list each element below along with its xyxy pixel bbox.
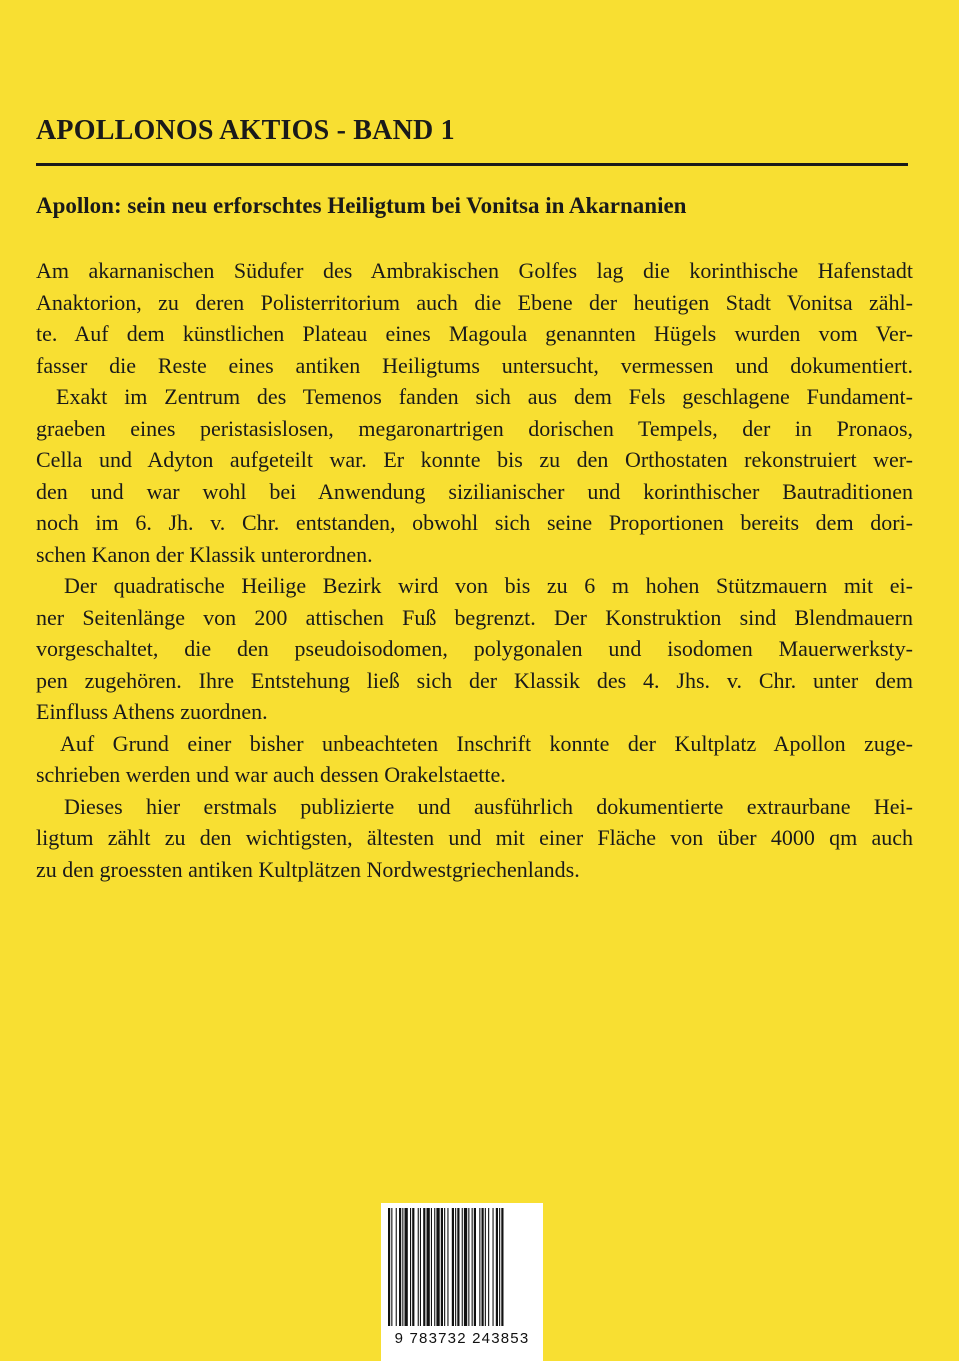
barcode-bar <box>399 1208 401 1326</box>
barcode-bar <box>420 1208 421 1326</box>
barcode-bar <box>412 1208 414 1326</box>
book-subtitle: Apollon: sein neu erforschtes Heiligtum bei Vonitsa in Akarnanien <box>36 193 687 218</box>
blurb-line: schen Kanon der Klassik unterordnen. <box>36 541 373 567</box>
barcode-bar <box>396 1208 397 1326</box>
barcode-bar <box>441 1208 443 1326</box>
barcode-bar <box>452 1208 454 1326</box>
barcode-bar <box>388 1208 390 1326</box>
blurb-text <box>36 255 913 885</box>
barcode-bar <box>427 1208 430 1326</box>
barcode-bar <box>444 1208 445 1326</box>
blurb-line: Cella und Adyton aufgeteilt war. Er konnte bis zu den Orthostaten rekonstruiert wer- <box>36 447 913 472</box>
barcode-bar <box>485 1208 486 1326</box>
blurb-line: Der quadratische Heilige Bezirk wird von bis zu 6 m hohen Stützmauern mit ei- <box>64 573 913 598</box>
barcode-bar <box>431 1208 432 1326</box>
barcode-bar <box>496 1208 498 1326</box>
barcode-bars-icon <box>388 1208 536 1326</box>
blurb-line: Exakt im Zentrum des Temenos fanden sich aus dem Fels geschlagene Fundament- <box>56 384 913 409</box>
barcode-bar <box>391 1208 392 1326</box>
blurb-line: den und war wohl bei Anwendung sizilianischer und korinthischer Bautraditionen <box>36 478 913 504</box>
blurb-line: zu den groessten antiken Kultplätzen Nordwestgriechenlands. <box>36 856 580 882</box>
blurb-line: Dieses hier erstmals publizierte und ausführlich dokumentierte extraurbane Hei- <box>64 793 913 819</box>
barcode-bar <box>499 1208 500 1326</box>
barcode-bar <box>457 1208 459 1326</box>
barcode-bar <box>447 1208 448 1326</box>
blurb-line: graeben eines peristasislosen, megaronartrigen dorischen Tempels, der in Pronaos, <box>36 415 913 441</box>
barcode-bar <box>493 1208 494 1326</box>
barcode-bar <box>423 1208 425 1326</box>
barcode-bar <box>479 1208 480 1326</box>
blurb-line: Anaktorion, zu deren Polisterritorium auch die Ebene der heutigen Stadt Vonitsa zähl- <box>36 289 913 315</box>
blurb-line: fasser die Reste eines antiken Heiligtums untersucht, vermessen und dokumentiert. <box>36 352 913 378</box>
barcode-bar <box>402 1208 403 1326</box>
blurb-line: vorgeschaltet, die den pseudoisodomen, polygonalen und isodomen Mauerwerksty- <box>36 636 913 661</box>
barcode-bar <box>464 1208 467 1326</box>
blurb-line: pen zugehören. Ihre Entstehung ließ sich der Klassik des 4. Jhs. v. Chr. unter dem <box>36 667 913 693</box>
blurb-line: Einfluss Athens zuordnen. <box>36 699 268 724</box>
barcode-bar <box>405 1208 408 1326</box>
barcode-bar <box>468 1208 469 1326</box>
blurb-line: schrieben werden und war auch dessen Orakelstaette. <box>36 762 506 787</box>
barcode-bar <box>434 1208 435 1326</box>
barcode-bar <box>462 1208 463 1326</box>
barcode-bar <box>436 1208 439 1326</box>
title-divider <box>36 163 908 166</box>
blurb-line: ligtum zählt zu den wichtigsten, ältesten und mit einer Fläche von über 4000 qm auch <box>36 825 913 850</box>
isbn-barcode <box>381 1203 543 1361</box>
blurb-line: Am akarnanischen Südufer des Ambrakischen Golfes lag die korinthische Hafenstadt <box>36 258 913 283</box>
blurb-line: noch im 6. Jh. v. Chr. entstanden, obwohl sich seine Proportionen bereits dem dori- <box>36 510 913 535</box>
series-title: APOLLONOS AKTIOS - BAND 1 <box>36 115 455 146</box>
barcode-bar <box>410 1208 411 1326</box>
isbn-digits: 9 783732 243853 <box>394 1330 530 1347</box>
barcode-bar <box>474 1208 476 1326</box>
blurb-line: te. Auf dem künstlichen Plateau eines Magoula genannten Hügels wurden vom Ver- <box>36 321 913 346</box>
barcode-bar <box>455 1208 456 1326</box>
barcode-bar <box>501 1208 503 1326</box>
blurb-line: ner Seitenlänge von 200 attischen Fuß begrenzt. Der Konstruktion sind Blendmauern <box>36 604 913 630</box>
barcode-bar <box>488 1208 489 1326</box>
barcode-bar <box>418 1208 419 1326</box>
barcode-bar <box>482 1208 484 1326</box>
barcode-bar <box>472 1208 473 1326</box>
blurb-line: Auf Grund einer bisher unbeachteten Inschrift konnte der Kultplatz Apollon zuge- <box>60 730 913 756</box>
